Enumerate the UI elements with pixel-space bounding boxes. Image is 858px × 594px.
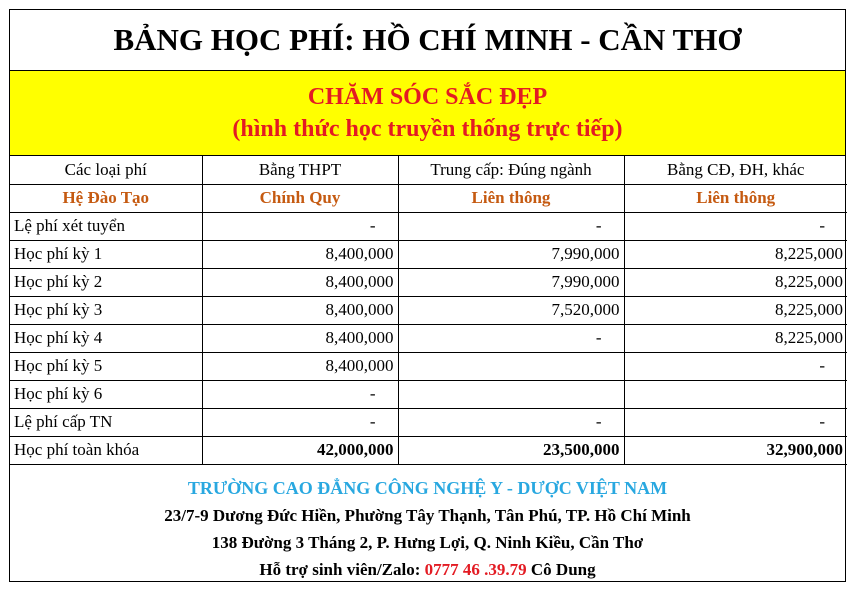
cell-thpt: 8,400,000 (202, 268, 398, 296)
table-row (10, 212, 847, 240)
table-row (10, 324, 847, 352)
subheader-row (10, 184, 847, 212)
tuition-table-sheet (9, 9, 846, 582)
table-row (10, 240, 847, 268)
table-row (10, 352, 847, 380)
total-trung-cap: 23,500,000 (398, 436, 624, 464)
row-label: Học phí kỳ 6 (10, 380, 202, 408)
cell-trung-cap: 7,520,000 (398, 296, 624, 324)
cell-trung-cap: - (398, 408, 624, 436)
program-banner (10, 71, 845, 156)
total-row (10, 436, 847, 464)
cell-cd-dh: 8,225,000 (624, 240, 847, 268)
cell-cd-dh: 8,225,000 (624, 324, 847, 352)
total-cd-dh: 32,900,000 (624, 436, 847, 464)
table-row (10, 380, 847, 408)
cell-cd-dh (624, 380, 847, 408)
address-hcm: 23/7-9 Dương Đức Hiền, Phường Tây Thạnh, Tân Phú, TP. Hồ Chí Minh (164, 505, 691, 525)
cell-trung-cap: - (398, 212, 624, 240)
col-header-cd-dh: Bằng CĐ, ĐH, khác (624, 156, 847, 184)
training-system-label: Hệ Đào Tạo (10, 184, 202, 212)
cell-trung-cap: 7,990,000 (398, 240, 624, 268)
cell-thpt: 8,400,000 (202, 352, 398, 380)
cell-cd-dh: 8,225,000 (624, 296, 847, 324)
fee-table (10, 156, 847, 465)
footer (10, 465, 845, 583)
cell-cd-dh: - (624, 352, 847, 380)
support-line (10, 556, 845, 583)
school-name: TRƯỜNG CAO ĐẲNG CÔNG NGHỆ Y - DƯỢC VIỆT NAM (187, 477, 668, 498)
program-name: CHĂM SÓC SẮC ĐẸP (307, 84, 548, 110)
address-can-tho: 138 Đường 3 Tháng 2, P. Hưng Lợi, Q. Ninh Kiều, Cần Thơ (211, 532, 644, 552)
row-label: Học phí kỳ 5 (10, 352, 202, 380)
cell-cd-dh: - (624, 212, 847, 240)
table-row (10, 296, 847, 324)
row-label: Học phí kỳ 1 (10, 240, 202, 268)
contact-name: Cô Dung (526, 559, 596, 579)
training-system-trung-cap: Liên thông (398, 184, 624, 212)
cell-thpt: - (202, 408, 398, 436)
row-label: Học phí kỳ 2 (10, 268, 202, 296)
col-header-thpt: Bằng THPT (202, 156, 398, 184)
cell-thpt: 8,400,000 (202, 324, 398, 352)
cell-thpt: - (202, 380, 398, 408)
cell-trung-cap (398, 352, 624, 380)
cell-cd-dh: - (624, 408, 847, 436)
cell-trung-cap: - (398, 324, 624, 352)
cell-trung-cap (398, 380, 624, 408)
col-header-trung-cap: Trung cấp: Đúng ngành (398, 156, 624, 184)
cell-thpt: - (202, 212, 398, 240)
row-label: Lệ phí xét tuyển (10, 212, 202, 240)
training-system-thpt: Chính Quy (202, 184, 398, 212)
program-mode: (hình thức học truyền thống trực tiếp) (232, 116, 623, 142)
header-row (10, 156, 847, 184)
row-label: Học phí kỳ 4 (10, 324, 202, 352)
table-row (10, 408, 847, 436)
table-row (10, 268, 847, 296)
cell-thpt: 8,400,000 (202, 296, 398, 324)
support-label: Hỗ trợ sinh viên/Zalo: (259, 559, 425, 579)
cell-trung-cap: 7,990,000 (398, 268, 624, 296)
col-header-fee-type: Các loại phí (10, 156, 202, 184)
row-label: Lệ phí cấp TN (10, 408, 202, 436)
page-title: BẢNG HỌC PHÍ: HỒ CHÍ MINH - CẦN THƠ (10, 10, 845, 71)
cell-cd-dh: 8,225,000 (624, 268, 847, 296)
row-label: Học phí kỳ 3 (10, 296, 202, 324)
training-system-cd-dh: Liên thông (624, 184, 847, 212)
cell-thpt: 8,400,000 (202, 240, 398, 268)
phone-number: 0777 46 .39.79 (424, 559, 527, 579)
total-thpt: 42,000,000 (202, 436, 398, 464)
total-label: Học phí toàn khóa (10, 436, 202, 464)
